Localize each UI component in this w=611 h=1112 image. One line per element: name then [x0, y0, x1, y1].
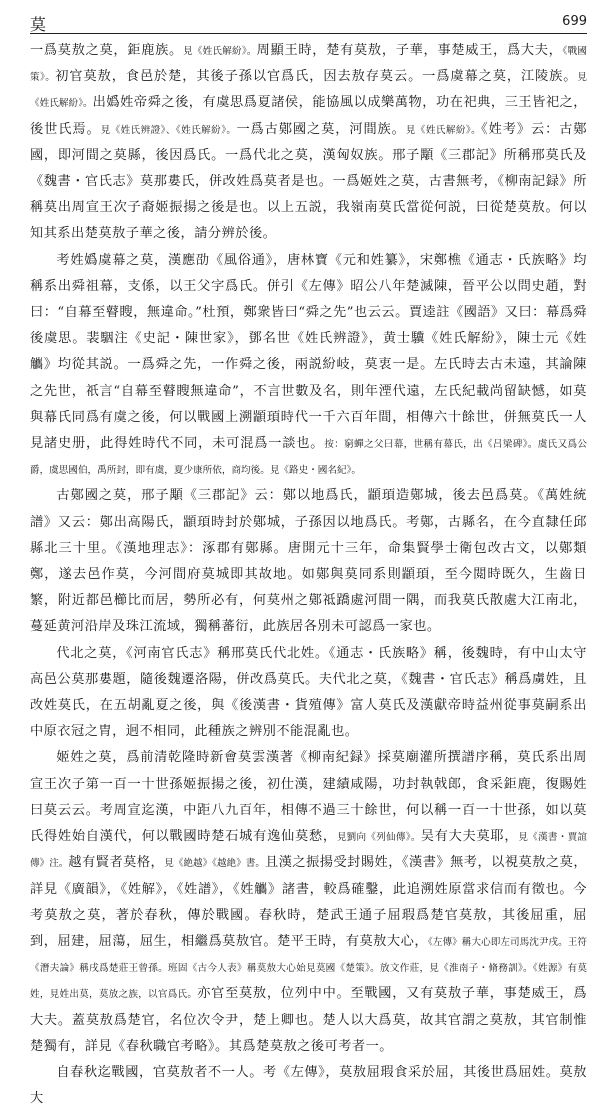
text-run: 代北之莫，《河南官氏志》稱邢莫氏代北姓。《通志・氏族略》稱，後魏時，有中山太守高邑公莫那婁題，隨後魏遷洛陽，併改爲莫氏。夫代北之莫，《魏書・官氏志》稱爲虜姓，且改姓莫氏，在五胡亂夏之後，與《後漢書・貨殖傳》富人莫氏及漢獻帝時益州從事莫嗣系出中原衣冠之胄，迥不相同，此種族之辨別不能混亂也。: [30, 645, 587, 740]
header-title: 莫: [30, 15, 48, 34]
text-run: 初官莫敖，食邑於楚，其後子孫以官爲氏，因去敖存莫云。一爲虞幕之莫，江陵族。: [55, 69, 578, 85]
header-rule: [30, 33, 587, 34]
text-run: 一爲莫敖之莫，鉅鹿族。: [30, 43, 183, 58]
paragraph: [30, 248, 587, 484]
inline-note: 見《姓氏解紛》。: [182, 46, 257, 57]
paragraph: [30, 1060, 587, 1112]
inline-note: 見《漢書・賈誼傳》注。: [30, 832, 588, 870]
text-run: 亦官至莫敖，位列中中。至戰國，又有莫敖子華，事楚威王，爲大夫。蓋莫敖爲楚官，名位次令尹，楚上卿也。楚人以大爲莫，故其官謂之莫敖，其官制惟楚獨有，詳見《春秋職官考略》。其爲楚莫敖之後可考者一。: [30, 986, 588, 1054]
text-run: 且漢之振揚受封賜姓，《漢書》無考，以視莫敖之莫，詳見《廣韻》，《姓解》，《姓譜》，《姓觿》諸書，較爲確鑿，此追溯姓原當求信而有徵也。今考莫敖之莫，著於春秋，傳於戰國。春秋時，楚武王通子屈瑕爲楚官莫敖，其後屈重，屈到，屈建，屈蕩，屈生，相繼爲莫敖官。楚平王時，有莫敖大心，: [30, 855, 588, 949]
text-run: 周顯王時，楚有莫敖，子華，事楚威王，爲大夫，: [256, 43, 563, 58]
paragraph: [30, 483, 587, 640]
page-number: 699: [562, 14, 587, 29]
running-header: [30, 12, 587, 34]
text-run: 古鄚國之莫，邢子顒《三郡記》云：鄚以地爲氏，顓頊造鄚城，後去邑爲莫。《萬姓統譜》又云：鄚出高陽氏，顓頊時封於鄚城，子孫因以地爲氏。考鄚，古縣名，在今直隸任邱縣北三十里。《漢地理志》：涿郡有鄚縣。唐開元十三年，命集賢學士衛包改古文，以鄚類鄭，遂去邑作莫，今河間府莫城即其故地。如鄚與莫同系則顓頊，至今閲時既久，生齒日繁，附近都邑櫛比而居，勢所必有，何莫州之鄚祗蹻處河間一隅，而我莫氏散處大江南北，蔓延黄河沿岸及珠江流域，獨稱蕃衍，此族居各別未可認爲一家也。: [30, 488, 587, 635]
text-run: 《姓考》云：古鄚國，即河間之莫縣，後因爲氏。一爲代北之莫，漢匈奴族。邢子顒《三郡記》所稱邢莫氏及《魏書・官氏志》莫那婁氏，併改姓爲莫者是也。一爲姬姓之莫，古書無考，《柳南記録》所稱莫出周宣王次子裔姬振揚之後是也。以上五説，我嶺南莫氏當從何説，曰從楚莫敖。何以知其系出楚莫敖子華之後，請分辨於後。: [30, 121, 587, 242]
text-run: 出嬀姓帝舜之後，有虞思爲夏諸侯，能協風以成樂萬物，功在祀典，三王皆祀之，後世氏焉。: [30, 95, 587, 137]
body-text: [30, 38, 587, 1112]
inline-note: 見《姓氏解紛》。: [30, 72, 588, 110]
text-run: 越有賢者莫格，: [68, 855, 165, 871]
text-run: 考姓嬀虞幕之莫，漢應劭《風俗通》，唐林寶《元和姓纂》，宋鄭樵《通志・氏族略》均稱系出舜祖幕，支係，以王父字爲氏。併引《左傳》昭公八年楚滅陳，晉平公以問史趙，對曰：“自幕至瞽瞍，無違命。”杜預，鄭衆皆曰“舜之先”也云云。賈逵註《國語》又曰：幕爲舜後虞思。裴駰注《史記・陳世家》，鄧名世《姓氏辨證》，黄士驥《姓氏解紛》，陳士元《姓觿》均從其説。一爲舜之先，一作舜之後，兩説紛岐，莫衷一是。左氏時去古未遠，其論陳之先世，祇言“自幕至瞽瞍無違命”，不言世數及名，則年湮代遠，左氏紀載尚留缺憾，如莫與幕氏同爲有虞之後，何以戰國上溯顓頊時代一千六百年間，相傳六十餘世，併無莫氏一人見諸史册，此得姓時代不同，未可混爲一談也。: [30, 252, 587, 452]
paragraph: [30, 641, 587, 746]
inline-note: 《戰國策》。: [30, 46, 588, 84]
inline-note: 《左傳》稱大心即左司馬沈尹戌。王符《潛夫論》稱戌爲楚莊王曾孫。班固《古今人表》稱莫敖大心始見莫國《楚策》。放文作莊，見《淮南子・脩務訓》。《姓源》有莫姓，見姓出莫，莫放之族，以官爲氏。: [30, 936, 587, 1001]
paragraph: [30, 745, 587, 1059]
paragraph: [30, 38, 587, 248]
text-run: 自春秋迄戰國，官莫敖者不一人。考《左傳》，莫敖屈瑕食采於屈，其後世爲屈姓。莫敖大: [30, 1064, 587, 1107]
text-run: 吴有大夫莫耶，: [420, 829, 519, 845]
inline-note: 見劉向《列仙傳》。: [336, 832, 421, 844]
text-run: 一爲古鄚國之莫，河間族。: [236, 121, 406, 137]
inline-note: 見《姓氏辨證》、《姓氏解紛》。: [100, 124, 237, 136]
text-run: 姬姓之莫，爲前清乾隆時新會莫雲漢著《柳南紀録》採莫廟灌所撰譜序稱，莫氏系出周宣王次子第一百一十世孫姬振揚之後，初仕漢，建績咸陽，功封執戟郎，食采鉅鹿，復賜姓曰莫云云。考周宣迄漢，中距八九百年，相傳不過三十餘世，何以稱一百一十世孫，如以莫氏得姓始自漢代，何以戰國時楚石城有逸仙莫愁，: [30, 750, 587, 845]
inline-note: 按：窮蟬之父曰幕，世稱有幕氏，出《吕梁碑》。虞氏又爲公爵，虞思國伯，禹所封，即有虞，夏少康所依，商均後。見《路史・國名紀》。: [30, 439, 588, 477]
inline-note: 見《姓氏解紛》。: [405, 124, 482, 136]
inline-note: 見《絶越》《越絶》書。: [164, 858, 266, 870]
